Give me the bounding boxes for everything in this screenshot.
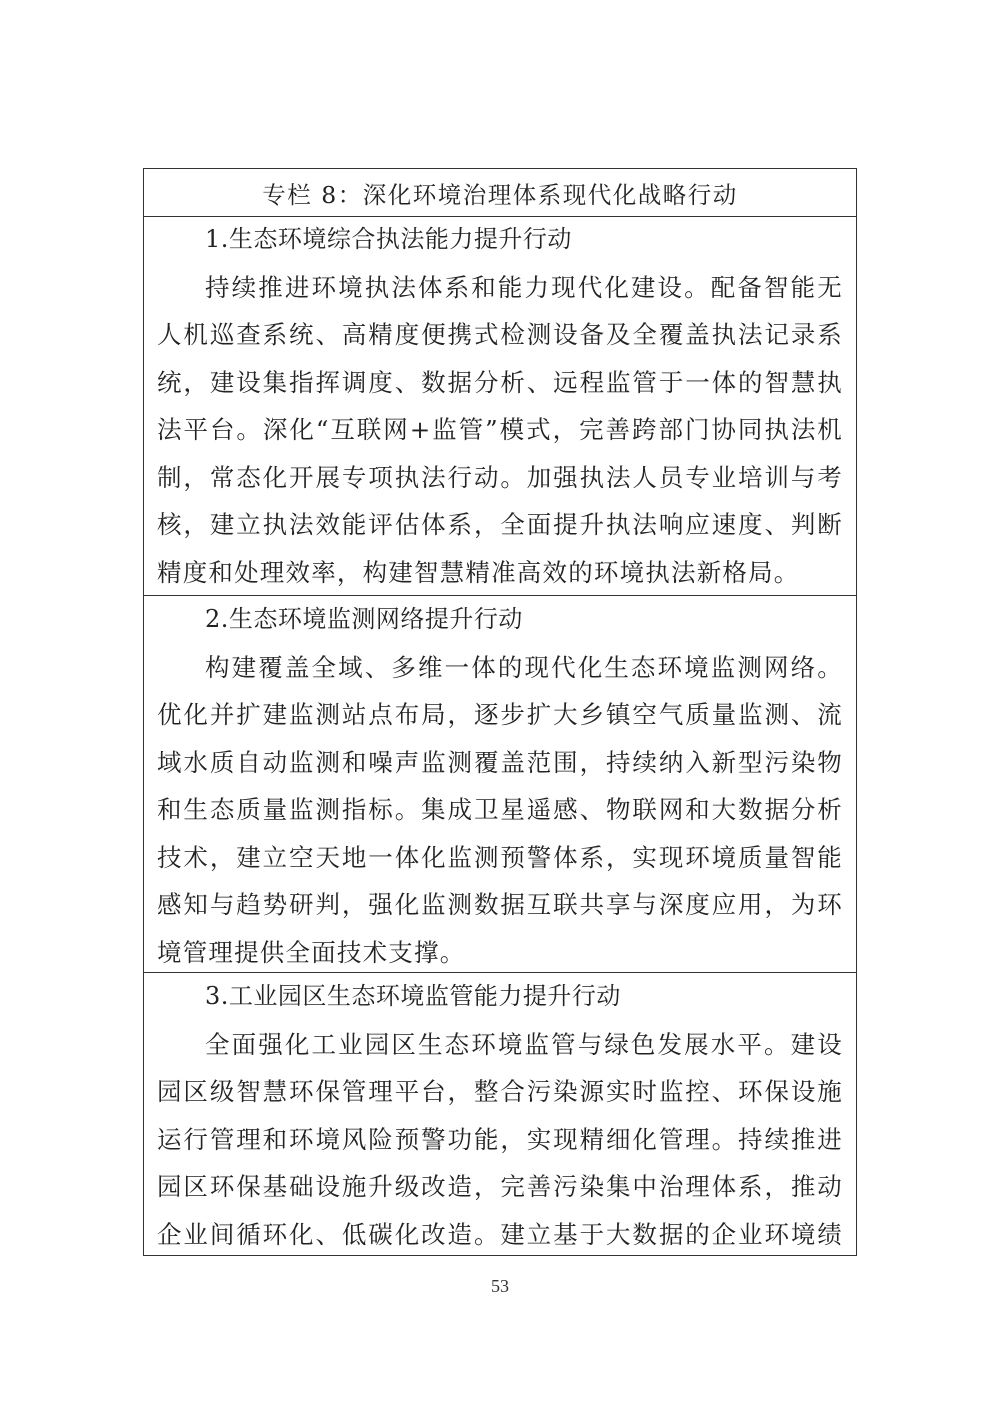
section-3 (144, 973, 856, 1257)
paragraph-line: 精度和处理效率，构建智慧精准高效的环境执法新格局。 (157, 557, 800, 587)
section-3-heading: 3.工业园区生态环境监管能力提升行动 (205, 982, 621, 1010)
box-title: 专栏 8：深化环境治理体系现代化战略行动 (144, 169, 856, 217)
section-3-paragraph (157, 1021, 843, 1259)
paragraph-line: 技术，建立空天地一体化监测预警体系，实现环境质量智能 (157, 842, 843, 872)
paragraph-line: 核，建立执法效能评估体系，全面提升执法响应速度、判断 (157, 510, 843, 539)
paragraph-line: 制，常态化开展专项执法行动。加强执法人员专业培训与考 (157, 462, 843, 492)
paragraph-line: 域水质自动监测和噪声监测覆盖范围，持续纳入新型污染物 (157, 747, 843, 777)
paragraph-line: 境管理提供全面技术支撑。 (157, 937, 466, 967)
section-2-heading: 2.生态环境监测网络提升行动 (205, 605, 523, 633)
paragraph-line: 园区环保基础设施升级改造，完善污染集中治理体系，推动 (157, 1172, 843, 1201)
paragraph-line: 持续推进环境执法体系和能力现代化建设。配备智能无 (205, 272, 843, 302)
paragraph-line: 感知与趋势研判，强化监测数据互联共享与深度应用，为环 (157, 890, 843, 919)
paragraph-line: 运行管理和环境风险预警功能，实现精细化管理。持续推进 (157, 1124, 843, 1154)
feature-box (143, 168, 857, 1256)
section-1 (144, 216, 856, 596)
paragraph-line: 全面强化工业园区生态环境监管与绿色发展水平。建设 (205, 1029, 843, 1059)
paragraph-line: 法平台。深化“互联网+监管”模式，完善跨部门协同执法机 (157, 415, 843, 444)
section-1-heading: 1.生态环境综合执法能力提升行动 (205, 225, 572, 253)
paragraph-line: 构建覆盖全域、多维一体的现代化生态环境监测网络。 (205, 652, 843, 682)
page-number: 53 (491, 1276, 509, 1296)
paragraph-line: 园区级智慧环保管理平台，整合污染源实时监控、环保设施 (157, 1077, 843, 1106)
paragraph-line: 人机巡查系统、高精度便携式检测设备及全覆盖执法记录系 (157, 320, 843, 349)
paragraph-line: 和生态质量监测指标。集成卫星遥感、物联网和大数据分析 (157, 795, 843, 824)
paragraph-line: 优化并扩建监测站点布局，逐步扩大乡镇空气质量监测、流 (157, 700, 843, 729)
paragraph-line: 统，建设集指挥调度、数据分析、远程监管于一体的智慧执 (157, 367, 843, 397)
section-1-paragraph (157, 264, 843, 597)
section-2 (144, 596, 856, 973)
paragraph-line: 企业间循环化、低碳化改造。建立基于大数据的企业环境绩 (157, 1219, 843, 1249)
section-2-paragraph (157, 644, 843, 977)
